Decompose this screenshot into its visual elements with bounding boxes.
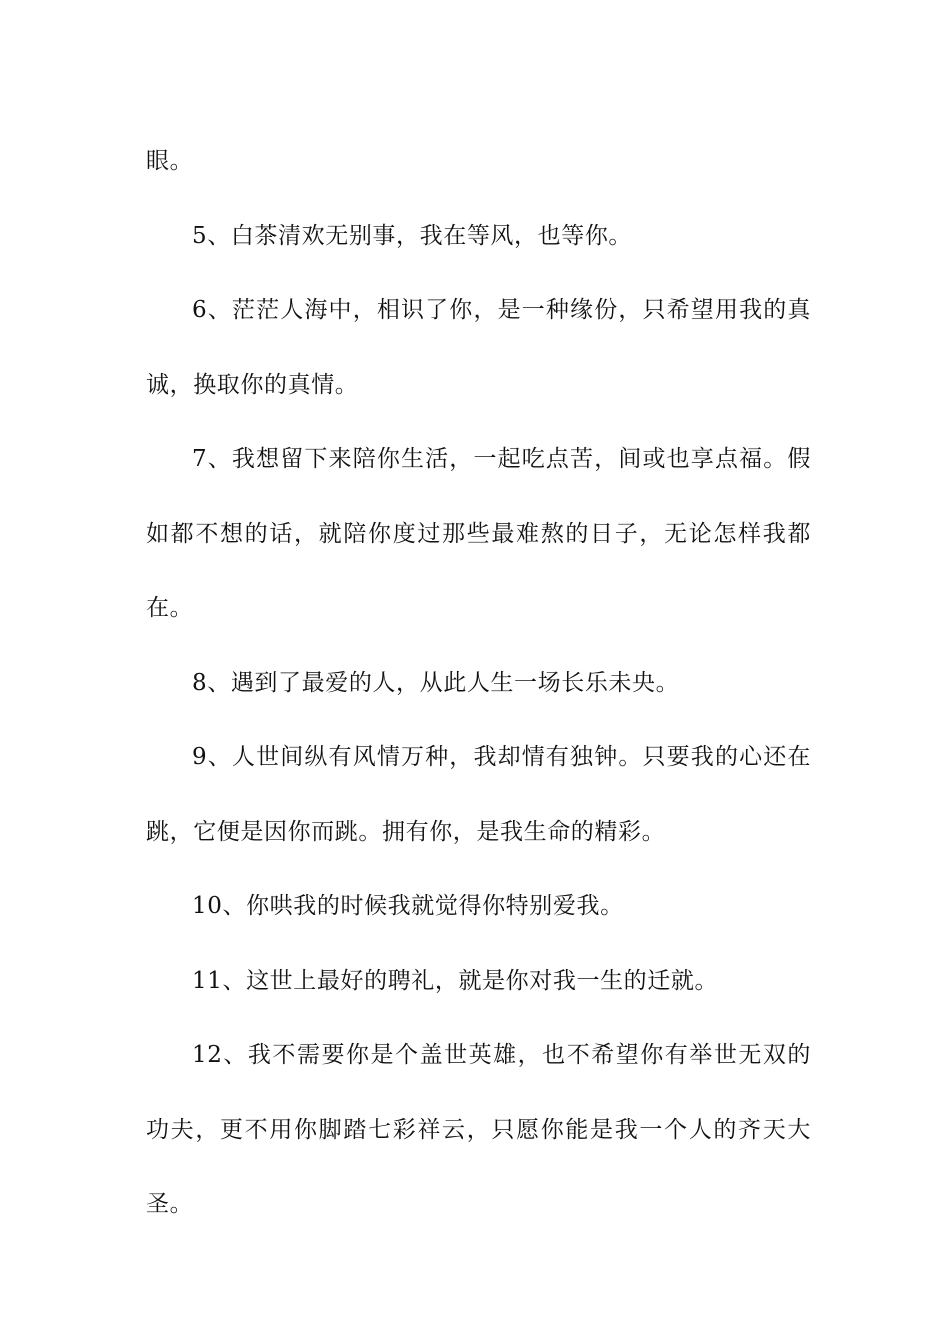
paragraph-item-9: 9、人世间纵有风情万种，我却情有独钟。只要我的心还在跳，它便是因你而跳。拥有你，是我生命的精彩。 [146, 744, 811, 845]
paragraph-item-6: 6、茫茫人海中，相识了你，是一种缘份，只希望用我的真诚，换取你的真情。 [146, 297, 811, 398]
document-body [146, 124, 811, 1242]
paragraph-item-5: 5、白茶清欢无别事，我在等风，也等你。 [192, 222, 633, 249]
paragraph-item-8: 8、遇到了最爱的人，从此人生一场长乐未央。 [192, 669, 680, 696]
paragraph-item-11: 11、这世上最好的聘礼，就是你对我一生的迁就。 [192, 967, 719, 994]
paragraph-item-7: 7、我想留下来陪你生活，一起吃点苦，间或也享点福。假如都不想的话，就陪你度过那些最难熬的日子，无论怎样我都在。 [146, 446, 811, 621]
paragraph-item-10: 10、你哄我的时候我就觉得你特别爱我。 [192, 893, 624, 919]
paragraph-item-12: 12、我不需要你是个盖世英雄，也不希望你有举世无双的功夫，更不用你脚踏七彩祥云，只愿你能是我一个人的齐天大圣。 [146, 1042, 811, 1217]
paragraph-continuation: 眼。 [146, 148, 194, 174]
